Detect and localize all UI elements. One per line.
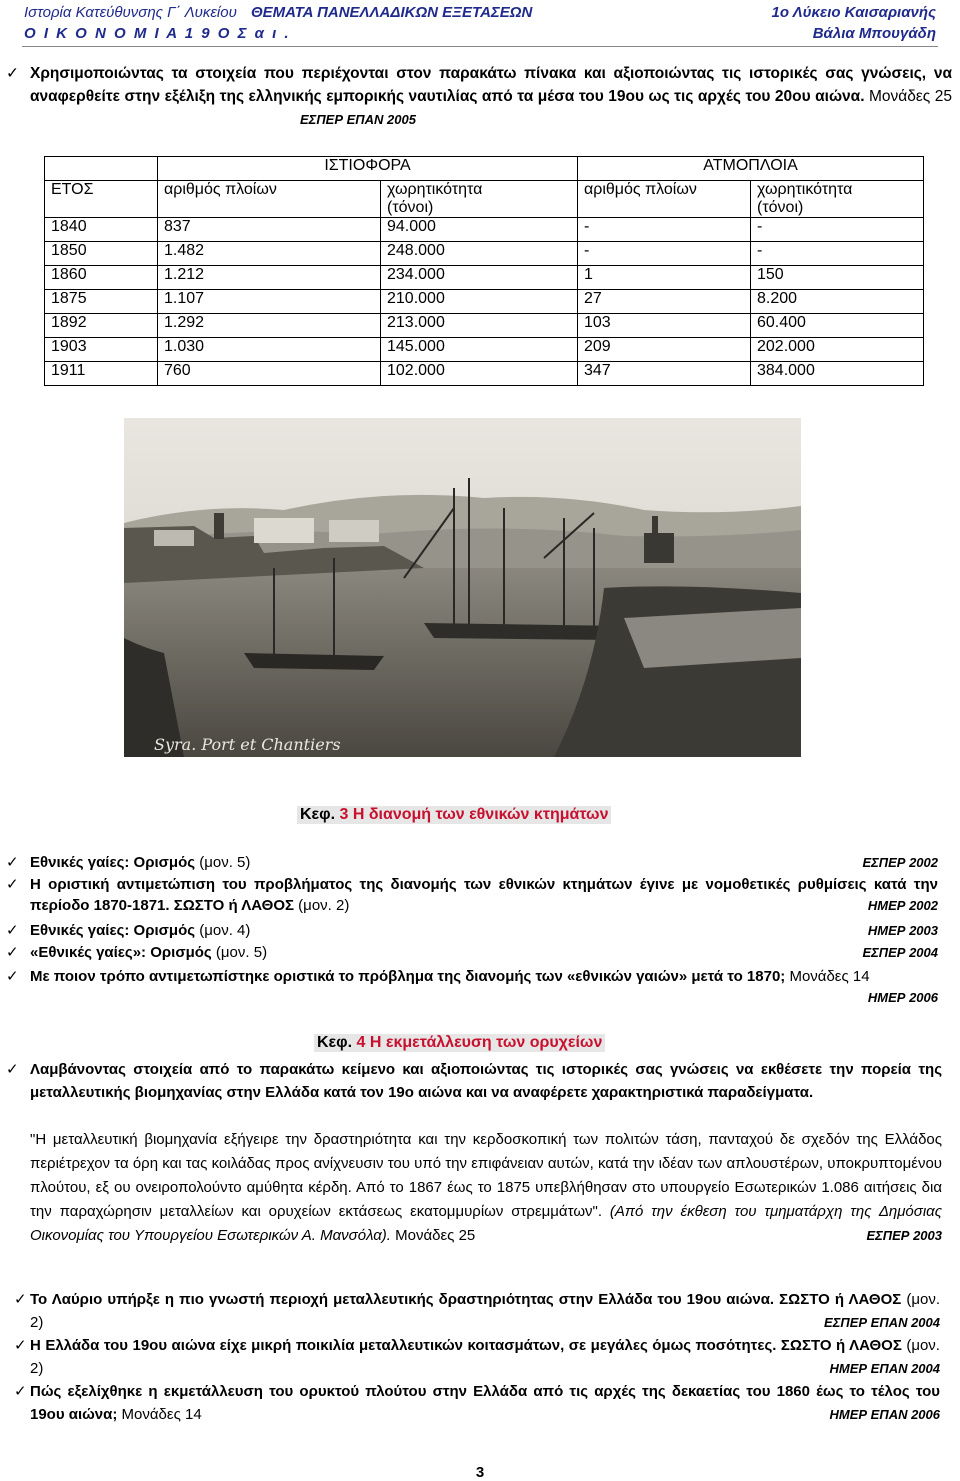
table-header-cols bbox=[45, 181, 924, 218]
table-cell: 213.000 bbox=[381, 314, 578, 338]
question-text: «Εθνικές γαίες»: Ορισμός bbox=[30, 944, 212, 961]
table-cell: 1850 bbox=[45, 242, 158, 266]
chapter3-question bbox=[6, 874, 938, 916]
table-cell: 760 bbox=[158, 362, 381, 386]
table-row bbox=[45, 314, 924, 338]
chapter3-question bbox=[6, 942, 938, 963]
question-marks: (μον. 2) bbox=[294, 897, 350, 914]
table-cell: 1.212 bbox=[158, 266, 381, 290]
question-marks: (μον. 5) bbox=[211, 944, 268, 961]
table-cell: 1.107 bbox=[158, 290, 381, 314]
question-text: Εθνικές γαίες: Ορισμός bbox=[30, 854, 196, 871]
question-marks: Μονάδες 14 bbox=[785, 968, 870, 985]
table-cell: 1903 bbox=[45, 338, 158, 362]
table-cell: 1.292 bbox=[158, 314, 381, 338]
question-marks: Μονάδες 14 bbox=[117, 1406, 202, 1423]
table-cell: - bbox=[578, 218, 751, 242]
fleet-table bbox=[44, 156, 924, 386]
question-marks: (μον. 4) bbox=[195, 922, 251, 939]
header-author: Βάλια Μπουγάδη bbox=[812, 25, 936, 42]
check-icon: ✓ bbox=[6, 968, 19, 985]
header-school: 1ο Λύκειο Καισαριανής bbox=[771, 4, 936, 21]
table-cell: 837 bbox=[158, 218, 381, 242]
table-cell: 94.000 bbox=[381, 218, 578, 242]
question-marks: (μον. 5) bbox=[195, 854, 251, 871]
page-header bbox=[24, 4, 936, 44]
table-cell: 384.000 bbox=[751, 362, 924, 386]
question-shipping bbox=[6, 62, 952, 131]
table-cell: 1875 bbox=[45, 290, 158, 314]
question-text: Πώς εξελίχθηκε η εκμετάλλευση του ορυκτού πλούτου στην Ελλάδα από τις αρχές της δεκαετίας του 1860 έως το τέλος του 19ου αιώνα; bbox=[30, 1383, 940, 1423]
header-sailships: ΙΣΤΙΟΦΟΡΑ bbox=[158, 157, 578, 181]
table-cell: 1860 bbox=[45, 266, 158, 290]
table-cell: - bbox=[751, 242, 924, 266]
question-ref: ΗΜΕΡ 2003 bbox=[867, 923, 938, 938]
table-cell: - bbox=[578, 242, 751, 266]
table-cell: 1911 bbox=[45, 362, 158, 386]
table-cell: 1.482 bbox=[158, 242, 381, 266]
question-shipping-marks: Μονάδες 25 bbox=[869, 88, 952, 105]
table-cell: 209 bbox=[578, 338, 751, 362]
question-ref: ΕΣΠΕΡ 2004 bbox=[862, 945, 938, 960]
table-row bbox=[45, 362, 924, 386]
check-icon: ✓ bbox=[14, 1383, 27, 1400]
table-cell: 1840 bbox=[45, 218, 158, 242]
header-exam-title: ΘΕΜΑΤΑ ΠΑΝΕΛΛΑΔΙΚΩΝ ΕΞΕΤΑΣΕΩΝ bbox=[251, 4, 533, 21]
table-cell: 234.000 bbox=[381, 266, 578, 290]
question-text: Η Ελλάδα του 19ου αιώνα είχε μικρή ποικιλία μεταλλευτικών κοιτασμάτων, σε μεγάλες όμως ποσότητες. ΣΩΣΤΟ ή ΛΑΘΟΣ bbox=[30, 1337, 902, 1354]
question-text: Με ποιον τρόπο αντιμετωπίστηκε οριστικά το πρόβλημα της διανομής των «εθνικών γαιών» μετά το 1870; bbox=[30, 968, 786, 985]
table-row bbox=[45, 338, 924, 362]
table-cell: 103 bbox=[578, 314, 751, 338]
question-marks: (μον. 2) bbox=[30, 1337, 940, 1377]
question-mining-text: Λαμβάνοντας στοιχεία από το παρακάτω κείμενο και αξιοποιώντας τις ιστορικές σας γνώσεις να εκθέσετε την πορεία της μεταλλευτικής βιομηχανίας στην Ελλάδα κατά τον 19ο αιώνα και να αναφέρετε χαρακτηριστικά παραδείγματα. bbox=[30, 1061, 942, 1101]
question-ref: ΗΜΕΡ ΕΠΑΝ 2006 bbox=[829, 1407, 940, 1422]
header-rule bbox=[22, 46, 938, 47]
header-steamships: ΑΤΜΟΠΛΟΙΑ bbox=[578, 157, 924, 181]
table-row bbox=[45, 242, 924, 266]
check-icon: ✓ bbox=[14, 1291, 27, 1308]
question-text: Το Λαύριο υπήρξε η πιο γνωστή περιοχή μεταλλευτικής δραστηριότητας στην Ελλάδα του 19ου αιώνα. ΣΩΣΤΟ ή ΛΑΘΟΣ bbox=[30, 1291, 902, 1308]
question-ref: ΗΜΕΡ 2002 bbox=[867, 898, 938, 913]
table-cell: 1.030 bbox=[158, 338, 381, 362]
check-icon: ✓ bbox=[6, 922, 19, 939]
question-text: Εθνικές γαίες: Ορισμός bbox=[30, 922, 196, 939]
chapter4-question bbox=[14, 1334, 940, 1380]
question-ref: ΕΣΠΕΡ ΕΠΑΝ 2004 bbox=[824, 1315, 940, 1330]
table-cell: 210.000 bbox=[381, 290, 578, 314]
question-ref: ΗΜΕΡ 2006 bbox=[867, 990, 938, 1005]
question-mining bbox=[6, 1058, 942, 1104]
table-cell: - bbox=[751, 218, 924, 242]
chapter4-question bbox=[14, 1288, 940, 1334]
table-row bbox=[45, 266, 924, 290]
question-ref: ΕΣΠΕΡ 2002 bbox=[862, 855, 938, 870]
harbor-photo bbox=[124, 418, 801, 757]
check-icon: ✓ bbox=[6, 1061, 19, 1078]
photo-caption: Syra. Port et Chantiers bbox=[154, 735, 341, 754]
header-sail-ships: αριθμός πλοίων bbox=[158, 181, 381, 218]
chapter4-title: Κεφ. 4 Η εκμετάλλευση των ορυχείων bbox=[314, 1034, 605, 1052]
table-cell: 347 bbox=[578, 362, 751, 386]
table-row bbox=[45, 218, 924, 242]
question-marks: (μον. 2) bbox=[30, 1291, 940, 1331]
chapter3-title: Κεφ. 3 Η διανομή των εθνικών κτημάτων bbox=[297, 806, 611, 824]
header-sail-tonnage: χωρητικότητα (τόνοι) bbox=[381, 181, 578, 218]
header-topic: Ο Ι Κ Ο Ν Ο Μ Ι Α 1 9 Ο Σ α ι . bbox=[24, 25, 291, 42]
header-steam-tonnage: χωρητικότητα (τόνοι) bbox=[751, 181, 924, 218]
check-icon: ✓ bbox=[14, 1337, 27, 1354]
check-icon: ✓ bbox=[6, 65, 19, 82]
chapter3-question bbox=[6, 966, 938, 1008]
table-cell: 145.000 bbox=[381, 338, 578, 362]
chapter4-question bbox=[14, 1380, 940, 1426]
check-icon: ✓ bbox=[6, 854, 19, 871]
question-shipping-text: Χρησιμοποιώντας τα στοιχεία που περιέχονται στον παρακάτω πίνακα και αξιοποιώντας τις ιστορικές σας γνώσεις, να αναφερθείτε στην εξέλιξη της ελληνικής εμπορικής ναυτιλίας από τα μέσα του 19ου ως τις αρχές του 20ου αιώνα. bbox=[30, 65, 952, 105]
header-steam-ships: αριθμός πλοίων bbox=[578, 181, 751, 218]
table-cell: 60.400 bbox=[751, 314, 924, 338]
question-shipping-ref: ΕΣΠΕΡ ΕΠΑΝ 2005 bbox=[300, 112, 416, 127]
page-number: 3 bbox=[475, 1464, 485, 1481]
table-cell: 27 bbox=[578, 290, 751, 314]
table-cell: 1892 bbox=[45, 314, 158, 338]
header-course: Ιστορία Κατεύθυνσης Γ΄ Λυκείου bbox=[24, 4, 237, 21]
table-cell: 202.000 bbox=[751, 338, 924, 362]
table-cell: 150 bbox=[751, 266, 924, 290]
table-cell: 248.000 bbox=[381, 242, 578, 266]
chapter3-question bbox=[6, 920, 938, 941]
question-text: Η οριστική αντιμετώπιση του προβλήματος της διανομής των εθνικών κτημάτων έγινε με νομοθετικές ρυθμίσεις κατά την περίοδο 1870-1871. ΣΩΣΤΟ ή ΛΑΘΟΣ bbox=[30, 876, 938, 914]
header-year: ΕΤΟΣ bbox=[45, 181, 158, 218]
check-icon: ✓ bbox=[6, 944, 19, 961]
table-header-group bbox=[45, 157, 924, 181]
mining-source-quote: "Η μεταλλευτική βιομηχανία εξήγειρε την δραστηριότητα και την κερδοσκοπική των πολιτών τάση, πανταχού δε σχεδόν της Ελλάδος περιέτρεχον τα όρη και τας κοιλάδας προς ανίχνευσιν του υπό την επιφάνειαν αυτών, κατά την ιδέαν των απλουστέρων, υποκρυπτομένου πλούτου, εξ ου ονειροπολούντο αμύθητα κέρδη. Από το 1867 έως το 1875 υπεβλήθησαν στο υπουργείο Εσωτερικών 1.086 αιτήσεις δια την παραχώρησιν μεταλλείων και ορυχείων εκτάσεως εκατομμυρίων στρεμμάτων". (Από την έκθεση του τμηματάρχη της Δημόσιας Οικονομίας του Υπουργείου Εσωτερικών Α. Μανσόλα). Μονάδες 25 ΕΣΠΕΡ 2003 bbox=[30, 1128, 942, 1248]
question-ref: ΗΜΕΡ ΕΠΑΝ 2004 bbox=[829, 1361, 940, 1376]
table-row bbox=[45, 290, 924, 314]
chapter3-question bbox=[6, 852, 938, 873]
table-cell: 102.000 bbox=[381, 362, 578, 386]
table-cell: 8.200 bbox=[751, 290, 924, 314]
check-icon: ✓ bbox=[6, 876, 19, 893]
table-cell: 1 bbox=[578, 266, 751, 290]
question-mining-ref: ΕΣΠΕΡ 2003 bbox=[866, 1228, 942, 1243]
